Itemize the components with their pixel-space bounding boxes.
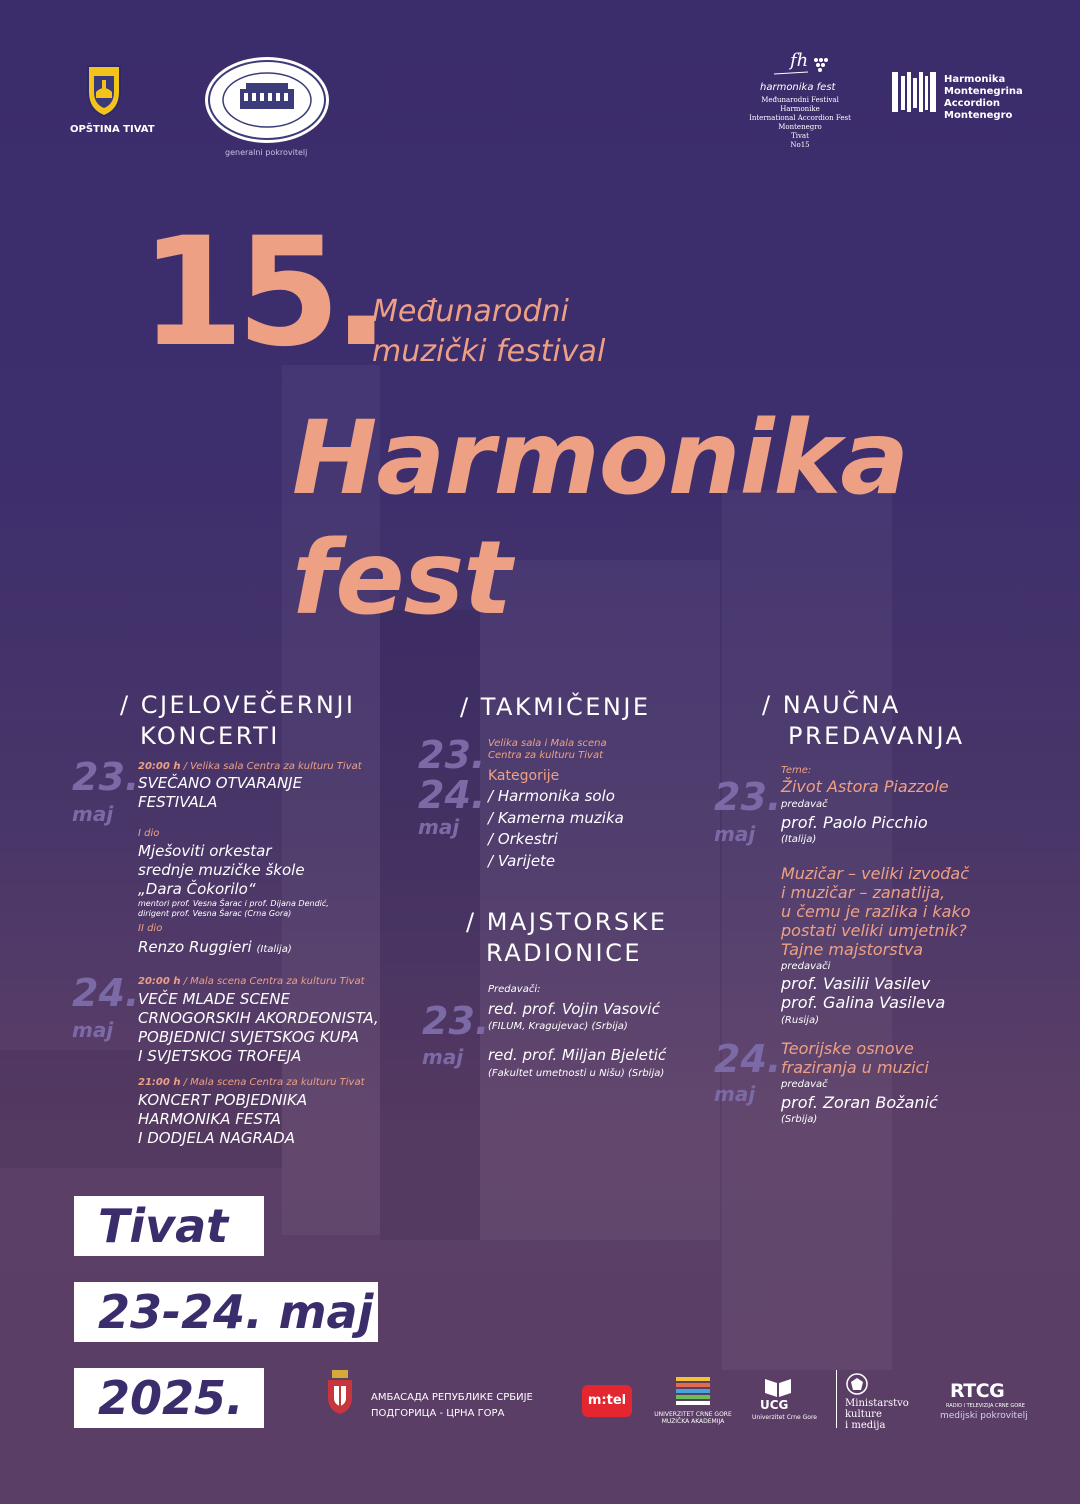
theme2-country: (Rusija) bbox=[781, 1015, 819, 1026]
lecturer1-name: red. prof. Vojin Vasović bbox=[488, 1000, 660, 1018]
event-time: 20:00 h bbox=[138, 976, 181, 987]
ham-line: Harmonika bbox=[944, 74, 1006, 85]
concerts-day1-number: 23. bbox=[72, 755, 140, 799]
theme3-country: (Srbija) bbox=[781, 1114, 818, 1125]
hf-logo-name: harmonika fest bbox=[760, 82, 836, 93]
masterclass-day-month: maj bbox=[422, 1045, 464, 1069]
performer-line: Mješoviti orkestar bbox=[138, 842, 272, 860]
heading-line: / CJELOVEČERNJI bbox=[120, 691, 356, 719]
category-item: / Kamerna muzika bbox=[488, 808, 624, 827]
music-academy-text bbox=[654, 1411, 732, 1425]
lecturer2-name: red. prof. Miljan Bjeletić bbox=[488, 1046, 667, 1064]
subtitle-line: Međunarodni bbox=[372, 294, 569, 329]
mtel-label: m:tel bbox=[587, 1393, 627, 1408]
hf-line: Međunarodni Festival Harmonike bbox=[761, 96, 839, 113]
ham-line: Montenegro bbox=[944, 110, 1013, 121]
lectures-heading bbox=[762, 690, 965, 752]
competition-day-b: 24. bbox=[418, 773, 486, 817]
title-line: CRNOGORSKIH AKORDEONISTA, bbox=[138, 1009, 379, 1027]
theme1-by: predavač bbox=[781, 799, 828, 810]
performer-line: „Dara Čokorilo“ bbox=[138, 880, 256, 898]
embassy-text bbox=[371, 1390, 533, 1422]
event1-title bbox=[138, 774, 302, 812]
montenegro-crest-icon bbox=[845, 1372, 869, 1396]
theme3-by: predavač bbox=[781, 1079, 828, 1090]
ham-logo-text bbox=[944, 74, 1023, 122]
category-item: / Varijete bbox=[488, 851, 556, 870]
event-place: / Mala scena Centra za kulturu Tivat bbox=[180, 1077, 365, 1088]
rtcg-label: RTCG bbox=[950, 1380, 1005, 1402]
heading-line: PREDAVANJA bbox=[788, 722, 965, 750]
performer-line: srednje muzičke škole bbox=[138, 861, 305, 879]
rtcg-caption: medijski pokrovitelj bbox=[940, 1411, 1028, 1421]
themes-label: Teme: bbox=[781, 765, 812, 776]
ckt-caption: generalni pokrovitelj bbox=[225, 148, 308, 157]
part2-label: II dio bbox=[138, 923, 163, 934]
masterclass-day-number: 23. bbox=[422, 999, 490, 1043]
serbia-coat-of-arms-icon bbox=[326, 1370, 354, 1414]
title-line: FESTIVALA bbox=[138, 793, 218, 811]
ma-line: UNIVERZITET CRNE GORE bbox=[654, 1411, 732, 1418]
lectures-day1-number: 23. bbox=[714, 775, 782, 819]
performer-country: (Italija) bbox=[256, 944, 292, 955]
title-line: I DODJELA NAGRADA bbox=[138, 1129, 295, 1147]
event3-title bbox=[138, 1091, 307, 1148]
theme-line: postati veliki umjetnik? bbox=[781, 921, 967, 940]
dates-box: 23-24. maj bbox=[74, 1282, 378, 1342]
event-place: / Mala scena Centra za kulturu Tivat bbox=[180, 976, 365, 987]
bg-band bbox=[480, 560, 720, 1240]
theme-line: Tajne majstorstva bbox=[781, 940, 924, 959]
lecturer1-info: (FILUM, Kragujevac) (Srbija) bbox=[488, 1021, 628, 1032]
title-line: POBJEDNICI SVJETSKOG KUPA bbox=[138, 1028, 360, 1046]
event-place: / Velika sala Centra za kulturu Tivat bbox=[180, 761, 362, 772]
ministry-text bbox=[845, 1398, 909, 1431]
heading-line: KONCERTI bbox=[140, 722, 280, 750]
rtcg-sub: RADIO I TELEVIZIJA CRNE GORE bbox=[946, 1403, 1025, 1409]
hf-line: No15 bbox=[790, 141, 810, 149]
hf-logo-lines bbox=[744, 96, 856, 150]
title-line: I SVJETSKOG TROFEJA bbox=[138, 1047, 302, 1065]
ucg-book-icon bbox=[763, 1377, 793, 1397]
theme-line: Teorijske osnove bbox=[781, 1039, 914, 1058]
event3-time bbox=[138, 1077, 365, 1089]
heading-line: / NAUČNA bbox=[762, 691, 901, 719]
ma-line: MUZIČKA AKADEMIJA bbox=[661, 1418, 725, 1425]
theme2-by: predavači bbox=[781, 961, 831, 972]
theme2-lecturers bbox=[781, 974, 945, 1012]
competition-day-a: 23. bbox=[418, 733, 486, 777]
part1-performer bbox=[138, 842, 305, 899]
category-item: / Orkestri bbox=[488, 830, 558, 848]
ministry-line: Ministarstvo bbox=[845, 1398, 909, 1409]
lecturer-line: prof. Vasilii Vasilev bbox=[781, 974, 931, 993]
embassy-line: ПОДГОРИЦА - ЦРНА ГОРА bbox=[371, 1408, 505, 1419]
masterclass-heading bbox=[466, 907, 668, 969]
part1-mentors bbox=[138, 899, 329, 919]
theme2-title bbox=[781, 864, 971, 959]
theme-line: i muzičar – zanatlija, bbox=[781, 883, 946, 902]
mentor-line: mentori prof. Vesna Šarac i prof. Dijana Dendić, bbox=[138, 899, 329, 908]
ministry-divider bbox=[836, 1370, 837, 1428]
title-line: VEČE MLADE SCENE bbox=[138, 990, 290, 1008]
theme-line: fraziranja u muzici bbox=[781, 1058, 929, 1077]
theme-line: Muzičar – veliki izvođač bbox=[781, 864, 969, 883]
theme3-lecturer: prof. Zoran Božanić bbox=[781, 1093, 938, 1112]
edition-number: 15. bbox=[140, 206, 382, 380]
event-time: 20:00 h bbox=[138, 761, 181, 772]
opstina-tivat-crest-icon bbox=[84, 62, 124, 118]
concerts-day1-month: maj bbox=[72, 802, 114, 826]
ministry-line: kulture bbox=[845, 1409, 882, 1420]
competition-heading: / TAKMIČENJE bbox=[460, 693, 651, 721]
categories-label: Kategorije bbox=[488, 768, 560, 784]
venue-line: Centra za kulturu Tivat bbox=[488, 750, 604, 761]
title-line: HARMONIKA FESTA bbox=[138, 1110, 281, 1128]
concerts-heading bbox=[120, 690, 356, 752]
subtitle-line: muzički festival bbox=[372, 334, 606, 369]
ham-line: Montenegrina bbox=[944, 86, 1023, 97]
opstina-tivat-label: OPŠTINA TIVAT bbox=[70, 124, 155, 135]
ucg-label: UCG bbox=[760, 1398, 789, 1412]
lecturers-label: Predavači: bbox=[488, 984, 541, 995]
lecturer2-info: (Fakultet umetnosti u Nišu) (Srbija) bbox=[488, 1068, 665, 1079]
mentor-line: dirigent prof. Vesna Šarac (Crna Gora) bbox=[138, 909, 292, 918]
competition-month: maj bbox=[418, 815, 460, 839]
categories-list bbox=[488, 786, 624, 872]
city-box: Tivat bbox=[74, 1196, 264, 1256]
theme1-lecturer: prof. Paolo Picchio bbox=[781, 813, 928, 832]
ucg-sub: Univerzitet Crne Gore bbox=[752, 1414, 817, 1421]
concerts-day2-number: 24. bbox=[72, 971, 140, 1015]
heading-line: RADIONICE bbox=[486, 939, 643, 967]
heading-line: / MAJSTORSKE bbox=[466, 908, 668, 936]
theme1-title: Život Astora Piazzole bbox=[781, 777, 949, 796]
event2-title bbox=[138, 990, 379, 1066]
part2-performer bbox=[138, 938, 292, 959]
title-line: SVEČANO OTVARANJE bbox=[138, 774, 303, 792]
theme3-title bbox=[781, 1039, 929, 1077]
competition-venue bbox=[488, 738, 607, 762]
category-item: / Harmonika solo bbox=[488, 787, 615, 805]
lectures-day1-month: maj bbox=[714, 822, 756, 846]
embassy-line: АМБАСАДА РЕПУБЛИКЕ СРБИЈЕ bbox=[371, 1392, 533, 1403]
hf-line: International Accordion Fest bbox=[749, 114, 851, 122]
lectures-day2-number: 24. bbox=[714, 1037, 782, 1081]
event-time: 21:00 h bbox=[138, 1077, 181, 1088]
music-academy-icon bbox=[676, 1377, 710, 1407]
theme-line: u čemu je razlika i kako bbox=[781, 902, 971, 921]
festival-title-line1: Harmonika bbox=[292, 399, 909, 518]
event2-time bbox=[138, 976, 365, 988]
title-line: KONCERT POBJEDNIKA bbox=[138, 1091, 308, 1109]
lectures-day2-month: maj bbox=[714, 1082, 756, 1106]
part1-label: I dio bbox=[138, 828, 160, 839]
festival-title-line2: fest bbox=[292, 519, 512, 638]
concerts-day2-month: maj bbox=[72, 1018, 114, 1042]
lecturer-line: prof. Galina Vasileva bbox=[781, 993, 946, 1012]
theme1-country: (Italija) bbox=[781, 834, 817, 845]
performer-name: Renzo Ruggieri bbox=[138, 938, 252, 956]
festival-subtitle bbox=[372, 292, 605, 372]
event1-time bbox=[138, 761, 362, 773]
ministry-line: i medija bbox=[845, 1420, 886, 1431]
hf-line: Montenegro bbox=[778, 123, 822, 131]
ham-line: Accordion bbox=[944, 98, 1000, 109]
hf-line: Tivat bbox=[791, 132, 809, 140]
year-box: 2025. bbox=[74, 1368, 264, 1428]
accordion-icon bbox=[892, 70, 936, 114]
venue-line: Velika sala i Mala scena bbox=[488, 738, 607, 749]
ckt-seal-icon bbox=[202, 55, 332, 145]
harmonika-fest-logo-icon bbox=[772, 46, 836, 78]
svg-text:fh: fh bbox=[790, 50, 809, 71]
